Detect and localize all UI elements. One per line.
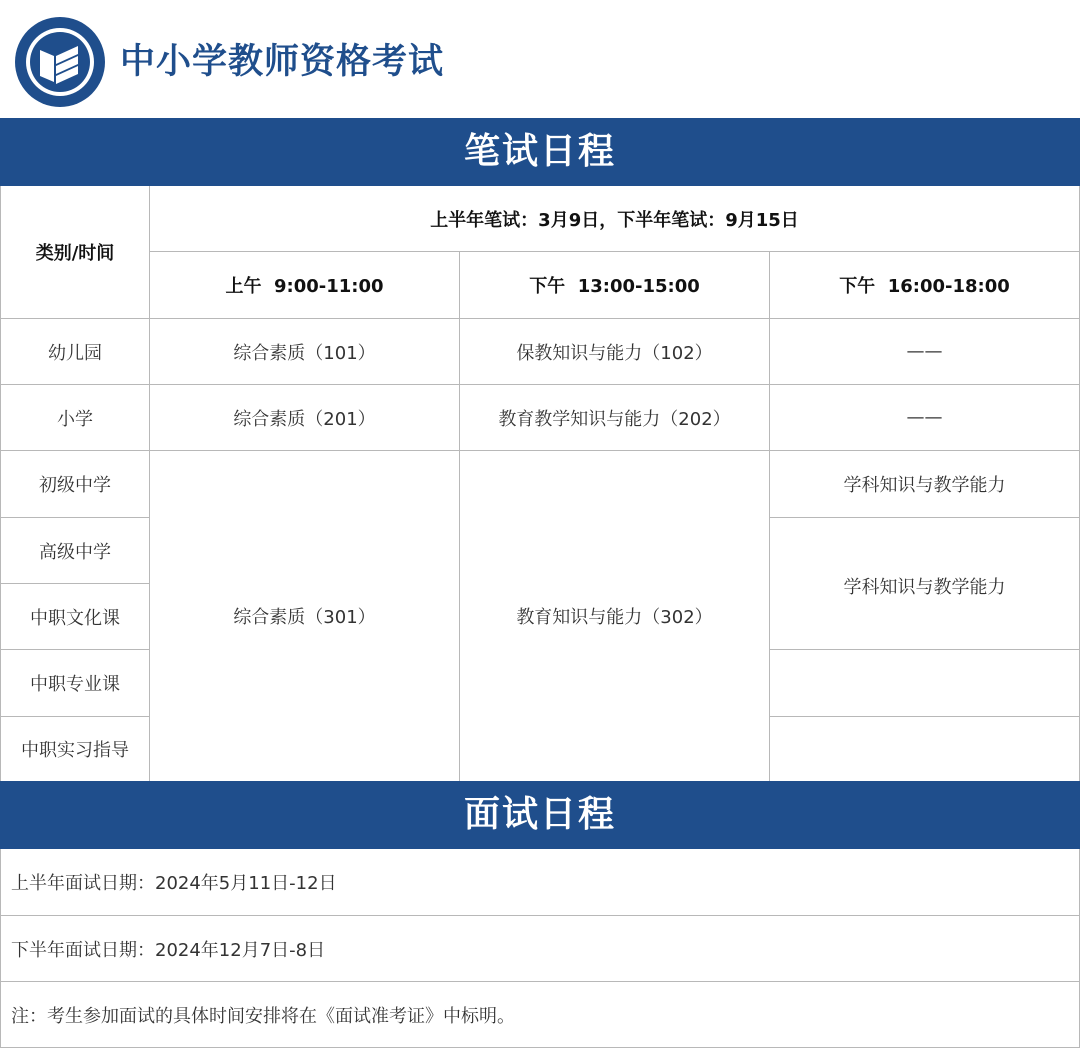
- interview-date-first-half: 上半年面试日期：2024年5月11日-12日: [0, 849, 1080, 916]
- table-cell: 学科知识与教学能力: [770, 451, 1080, 518]
- table-cell-empty: [770, 650, 1080, 717]
- category-primary: 小学: [0, 385, 150, 451]
- category-senior-high: 高级中学: [0, 518, 150, 584]
- corner-header: 类别/时间: [0, 186, 150, 319]
- table-cell: 学科知识与教学能力: [770, 518, 1080, 650]
- interview-note: 注：考生参加面试的具体时间安排将在《面试准考证》中标明。: [0, 982, 1080, 1048]
- table-cell: ——: [770, 385, 1080, 451]
- session-header-2: 下午 13:00-15:00: [460, 252, 770, 319]
- exam-dates-header: 上半年笔试：3月9日，下半年笔试：9月15日: [150, 186, 1080, 252]
- table-cell: 综合素质（101）: [150, 319, 460, 385]
- page-header: [0, 0, 1080, 118]
- category-vocational-culture: 中职文化课: [0, 584, 150, 650]
- category-vocational-internship: 中职实习指导: [0, 717, 150, 781]
- table-cell: 综合素质（201）: [150, 385, 460, 451]
- written-schedule-title: 笔试日程: [0, 118, 1080, 186]
- table-cell: 教育教学知识与能力（202）: [460, 385, 770, 451]
- merged-cell-secondary-s1: 综合素质（301）: [150, 451, 460, 781]
- category-junior-high: 初级中学: [0, 451, 150, 518]
- session-header-1: 上午 9:00-11:00: [150, 252, 460, 319]
- interview-schedule-title: 面试日程: [0, 781, 1080, 849]
- merged-cell-secondary-s2: 教育知识与能力（302）: [460, 451, 770, 781]
- table-cell: 保教知识与能力（102）: [460, 319, 770, 385]
- category-vocational-professional: 中职专业课: [0, 650, 150, 717]
- category-kindergarten: 幼儿园: [0, 319, 150, 385]
- table-cell-empty: [770, 717, 1080, 781]
- interview-date-second-half: 下半年面试日期：2024年12月7日-8日: [0, 916, 1080, 982]
- brand-title: 中小学教师资格考试: [120, 42, 445, 82]
- session-header-3: 下午 16:00-18:00: [770, 252, 1080, 319]
- table-cell: ——: [770, 319, 1080, 385]
- book-stack-icon: [14, 16, 106, 108]
